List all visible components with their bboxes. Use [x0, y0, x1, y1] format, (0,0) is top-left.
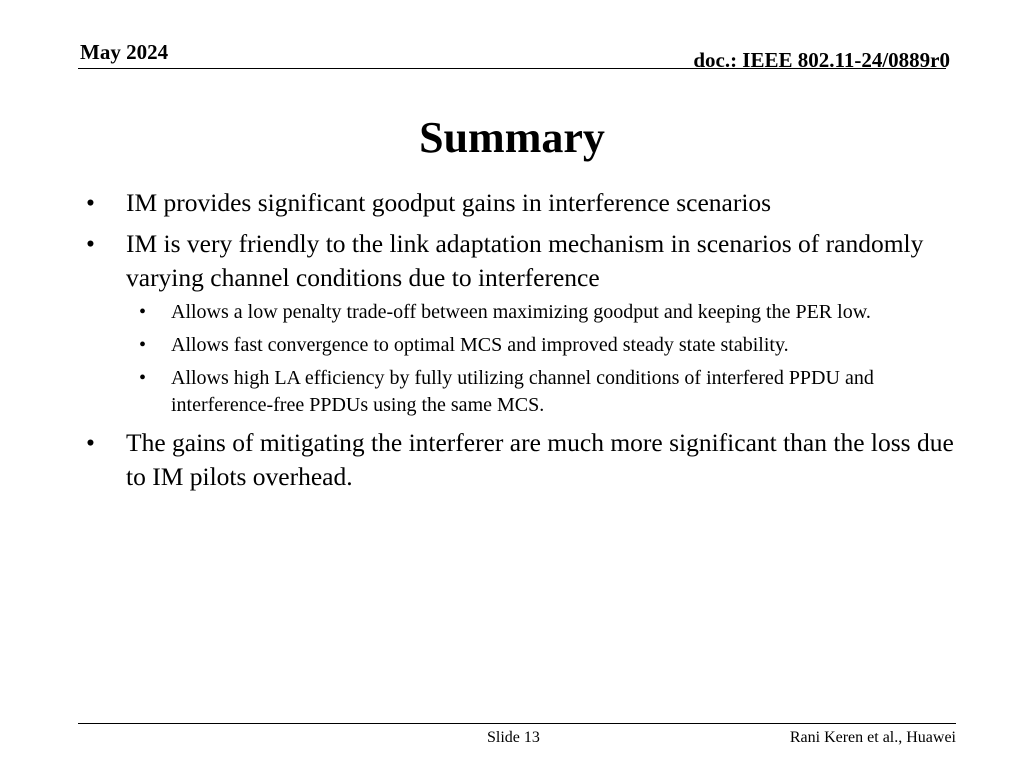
- bullet-text: The gains of mitigating the interferer are much more significant than the loss due to IM pilots overhead.: [126, 428, 954, 491]
- bullet-text: IM is very friendly to the link adaptation mechanism in scenarios of randomly varying channel conditions due to interference: [126, 229, 924, 292]
- footer-divider: [78, 723, 956, 724]
- document-id: doc.: IEEE 802.11-24/0889r0: [693, 48, 950, 72]
- bullet-list: [86, 186, 966, 501]
- sub-bullet-text: Allows fast convergence to optimal MCS and improved steady state stability.: [171, 334, 789, 356]
- sub-bullet-text: Allows a low penalty trade-off between maximizing goodput and keeping the PER low.: [171, 301, 871, 323]
- bullet-item: [86, 186, 966, 220]
- sub-bullet-marker-icon: •: [139, 334, 147, 356]
- bullet-item: [86, 426, 966, 494]
- bullet-marker-icon: •: [86, 188, 95, 217]
- sub-bullet-text: Allows high LA efficiency by fully utilizing channel conditions of interfered PPDU and interference-free PPDUs using the same MCS.: [171, 367, 874, 416]
- header-date: May 2024: [80, 40, 169, 64]
- bullet-marker-icon: •: [86, 229, 95, 258]
- bullet-item: [86, 227, 966, 419]
- header-divider: [78, 68, 946, 69]
- bullet-marker-icon: •: [86, 428, 95, 457]
- sub-bullet-marker-icon: •: [139, 301, 147, 323]
- sub-bullet-item: [126, 365, 966, 419]
- slide-title: Summary: [419, 113, 605, 162]
- slide-number: Slide 13: [487, 729, 540, 746]
- sub-bullet-list: [126, 299, 966, 419]
- author-credit: Rani Keren et al., Huawei: [789, 729, 956, 746]
- sub-bullet-marker-icon: •: [139, 367, 147, 389]
- bullet-text: IM provides significant goodput gains in interference scenarios: [126, 188, 772, 217]
- sub-bullet-item: [126, 332, 966, 359]
- sub-bullet-item: [126, 299, 966, 326]
